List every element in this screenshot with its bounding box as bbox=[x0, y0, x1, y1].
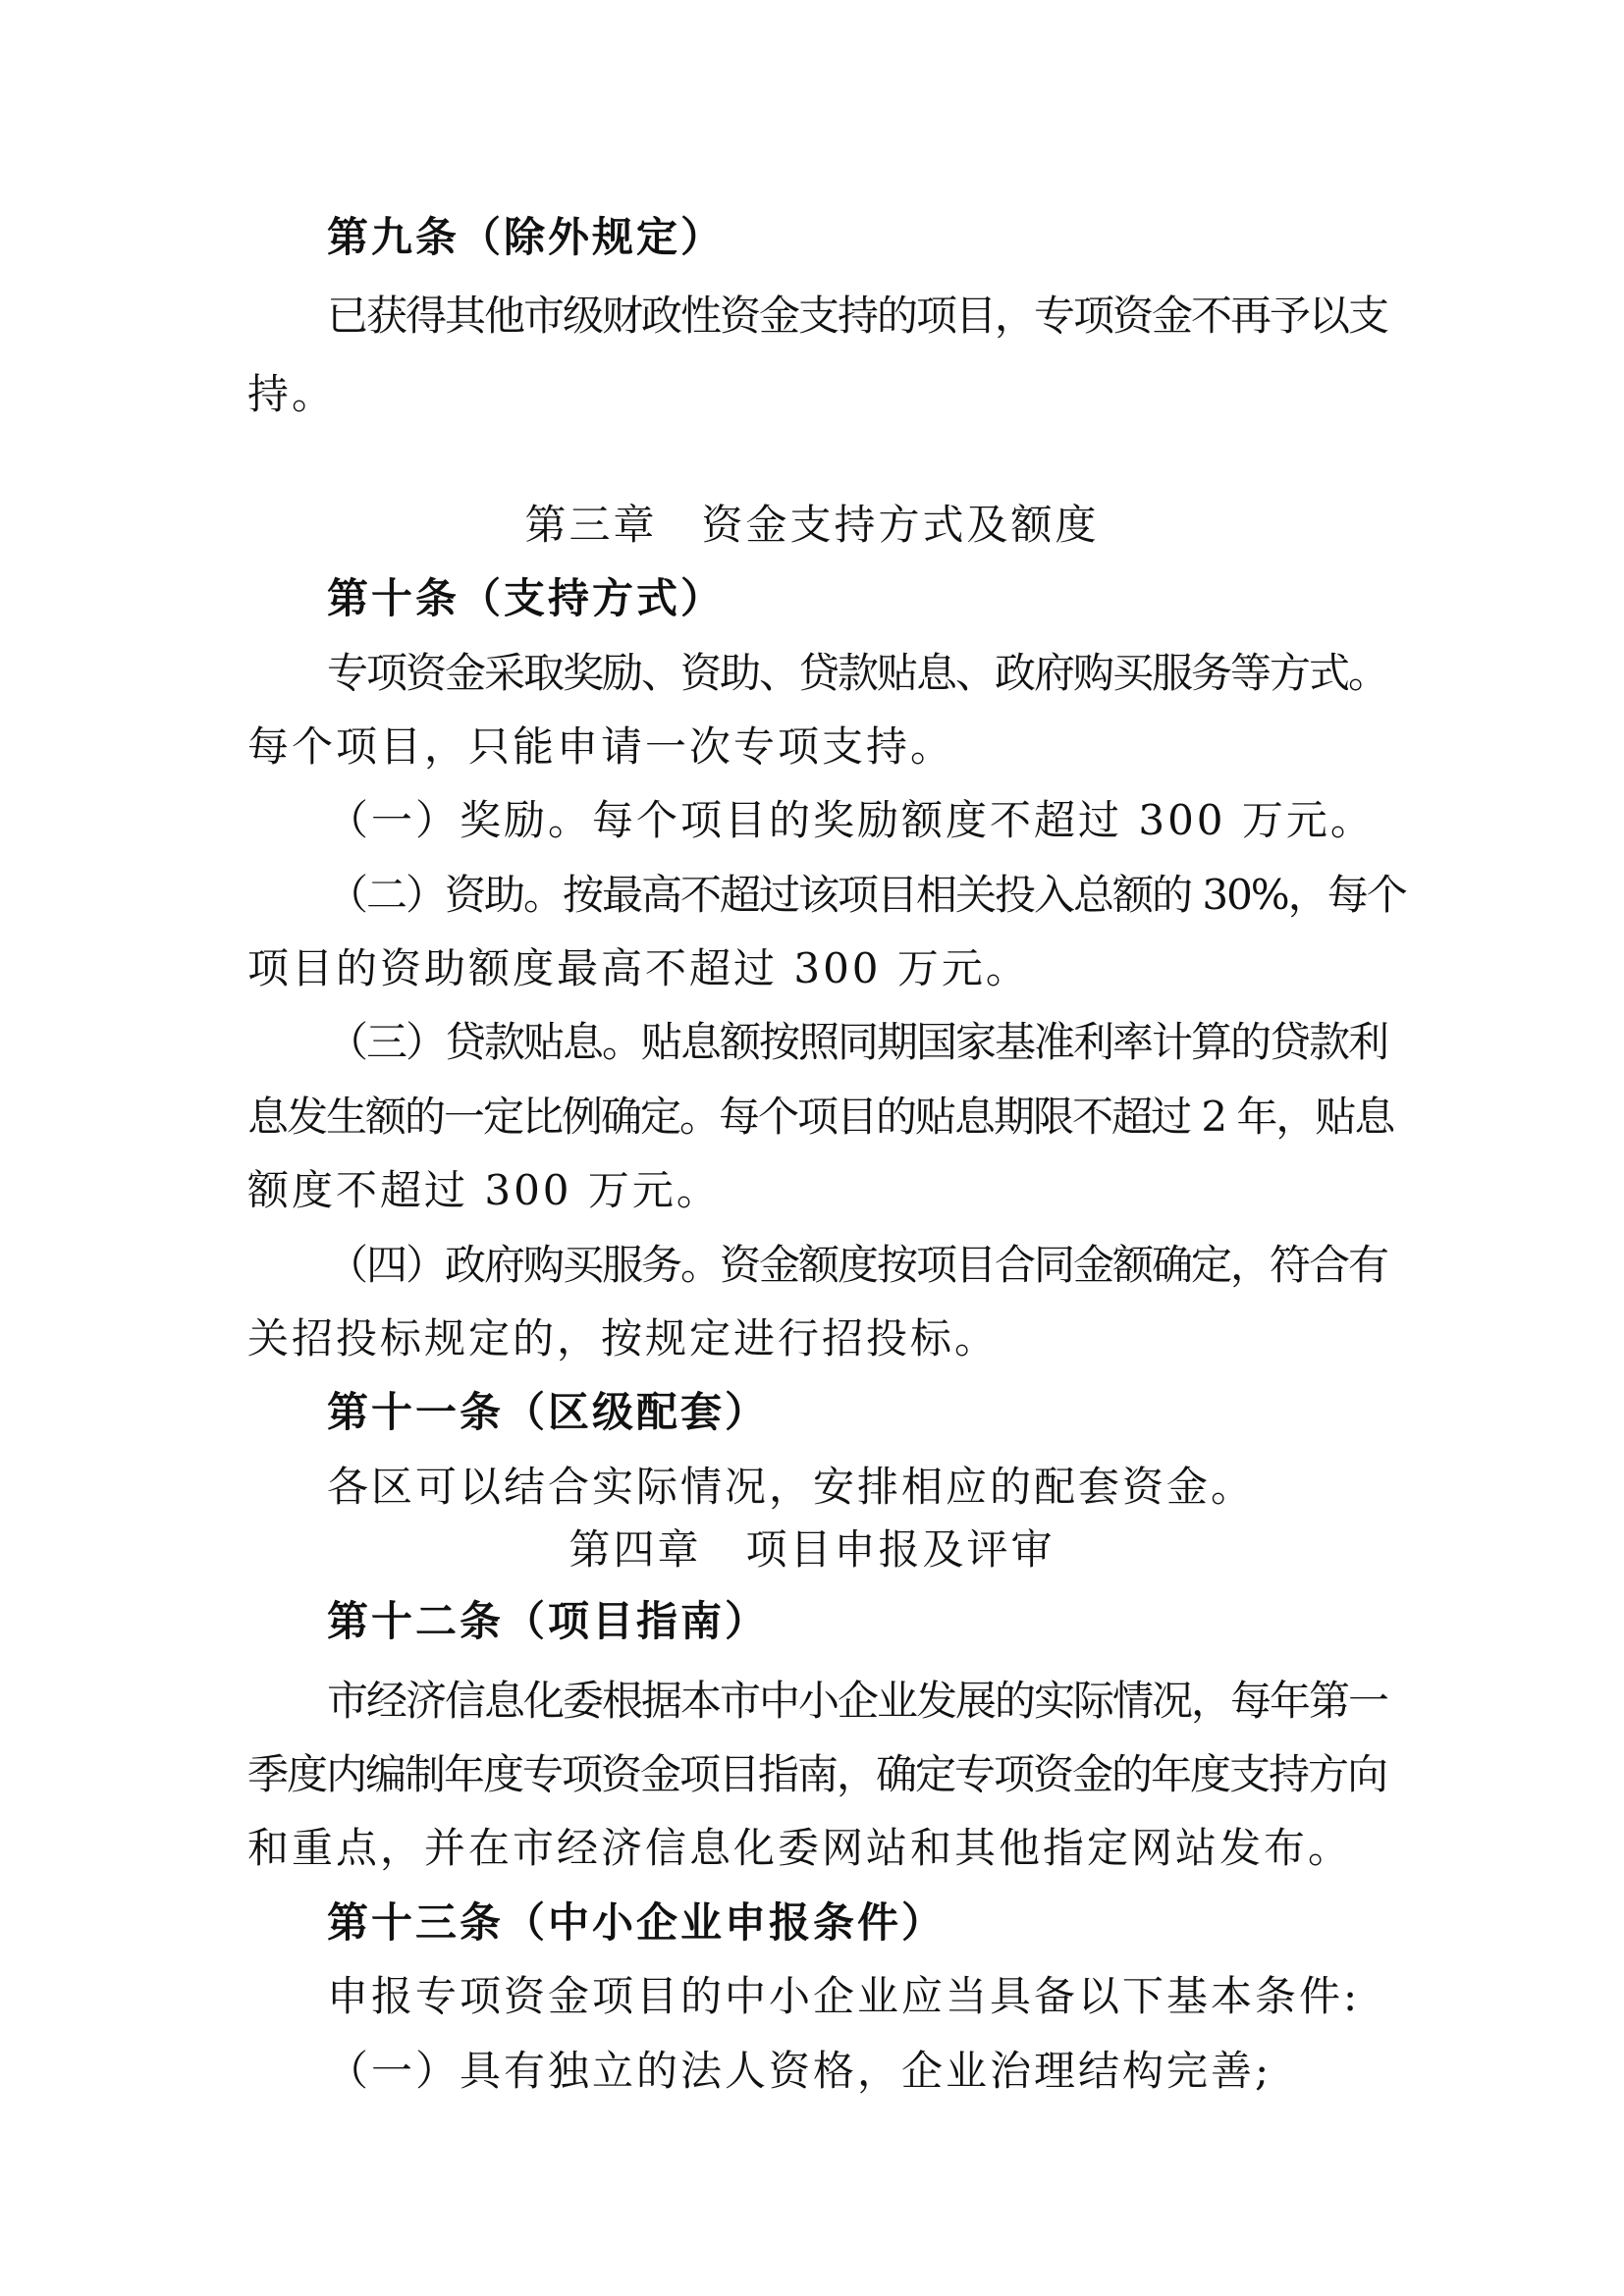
article-9-heading: 第九条（除外规定） bbox=[327, 213, 726, 261]
article-13-text-line-1: 申报专项资金项目的中小企业应当具备以下基本条件: bbox=[327, 1972, 1361, 2020]
article-10-item-4-line-2: 关招投标规定的，按规定进行招投标。 bbox=[247, 1314, 1000, 1362]
article-10-item-3-line-3: 额度不超过 300 万元。 bbox=[247, 1166, 721, 1214]
article-10-item-1: （一）奖励。每个项目的奖励额度不超过 300 万元。 bbox=[327, 796, 1375, 844]
article-10-item-2-line-2: 项目的资助额度最高不超过 300 万元。 bbox=[247, 944, 1030, 992]
article-12-text-line-3: 和重点，并在市经济信息化委网站和其他指定网站发布。 bbox=[247, 1824, 1353, 1872]
article-10-item-2-line-1: （二）资助。按最高不超过该项目相关投入总额的 30%，每个 bbox=[327, 871, 1406, 919]
chapter-3-title: 第三章 资金支持方式及额度 bbox=[524, 501, 1100, 549]
article-10-item-4-line-1: （四）政府购买服务。资金额度按项目合同金额确定，符合有 bbox=[327, 1241, 1388, 1289]
article-9-text-line-1: 已获得其他市级财政性资金支持的项目，专项资金不再予以支 bbox=[327, 292, 1388, 340]
article-10-para-line-1: 专项资金采取奖励、资助、贷款贴息、政府购买服务等方式。 bbox=[327, 649, 1388, 697]
article-12-text-line-2: 季度内编制年度专项资金项目指南，确定专项资金的年度支持方向 bbox=[247, 1750, 1387, 1798]
chapter-4-title: 第四章 项目申报及评审 bbox=[568, 1525, 1056, 1574]
article-13-heading: 第十三条（中小企业申报条件） bbox=[327, 1898, 947, 1947]
article-12-text-line-1: 市经济信息化委根据本市中小企业发展的实际情况，每年第一 bbox=[327, 1677, 1388, 1725]
article-12-heading: 第十二条（项目指南） bbox=[327, 1597, 770, 1645]
article-13-item-1: （一）具有独立的法人资格，企业治理结构完善; bbox=[327, 2047, 1272, 2095]
article-10-item-3-line-2: 息发生额的一定比例确定。每个项目的贴息期限不超过 2 年，贴息 bbox=[247, 1093, 1394, 1141]
article-10-item-3-line-1: （三）贷款贴息。贴息额按照同期国家基准利率计算的贷款利 bbox=[327, 1018, 1388, 1066]
article-9-text-line-2: 持。 bbox=[247, 370, 337, 418]
article-11-text: 各区可以结合实际情况，安排相应的配套资金。 bbox=[327, 1463, 1256, 1511]
article-10-para-line-2: 每个项目，只能申请一次专项支持。 bbox=[247, 722, 955, 771]
article-11-heading: 第十一条（区级配套） bbox=[327, 1388, 770, 1436]
article-10-heading: 第十条（支持方式） bbox=[327, 574, 726, 622]
